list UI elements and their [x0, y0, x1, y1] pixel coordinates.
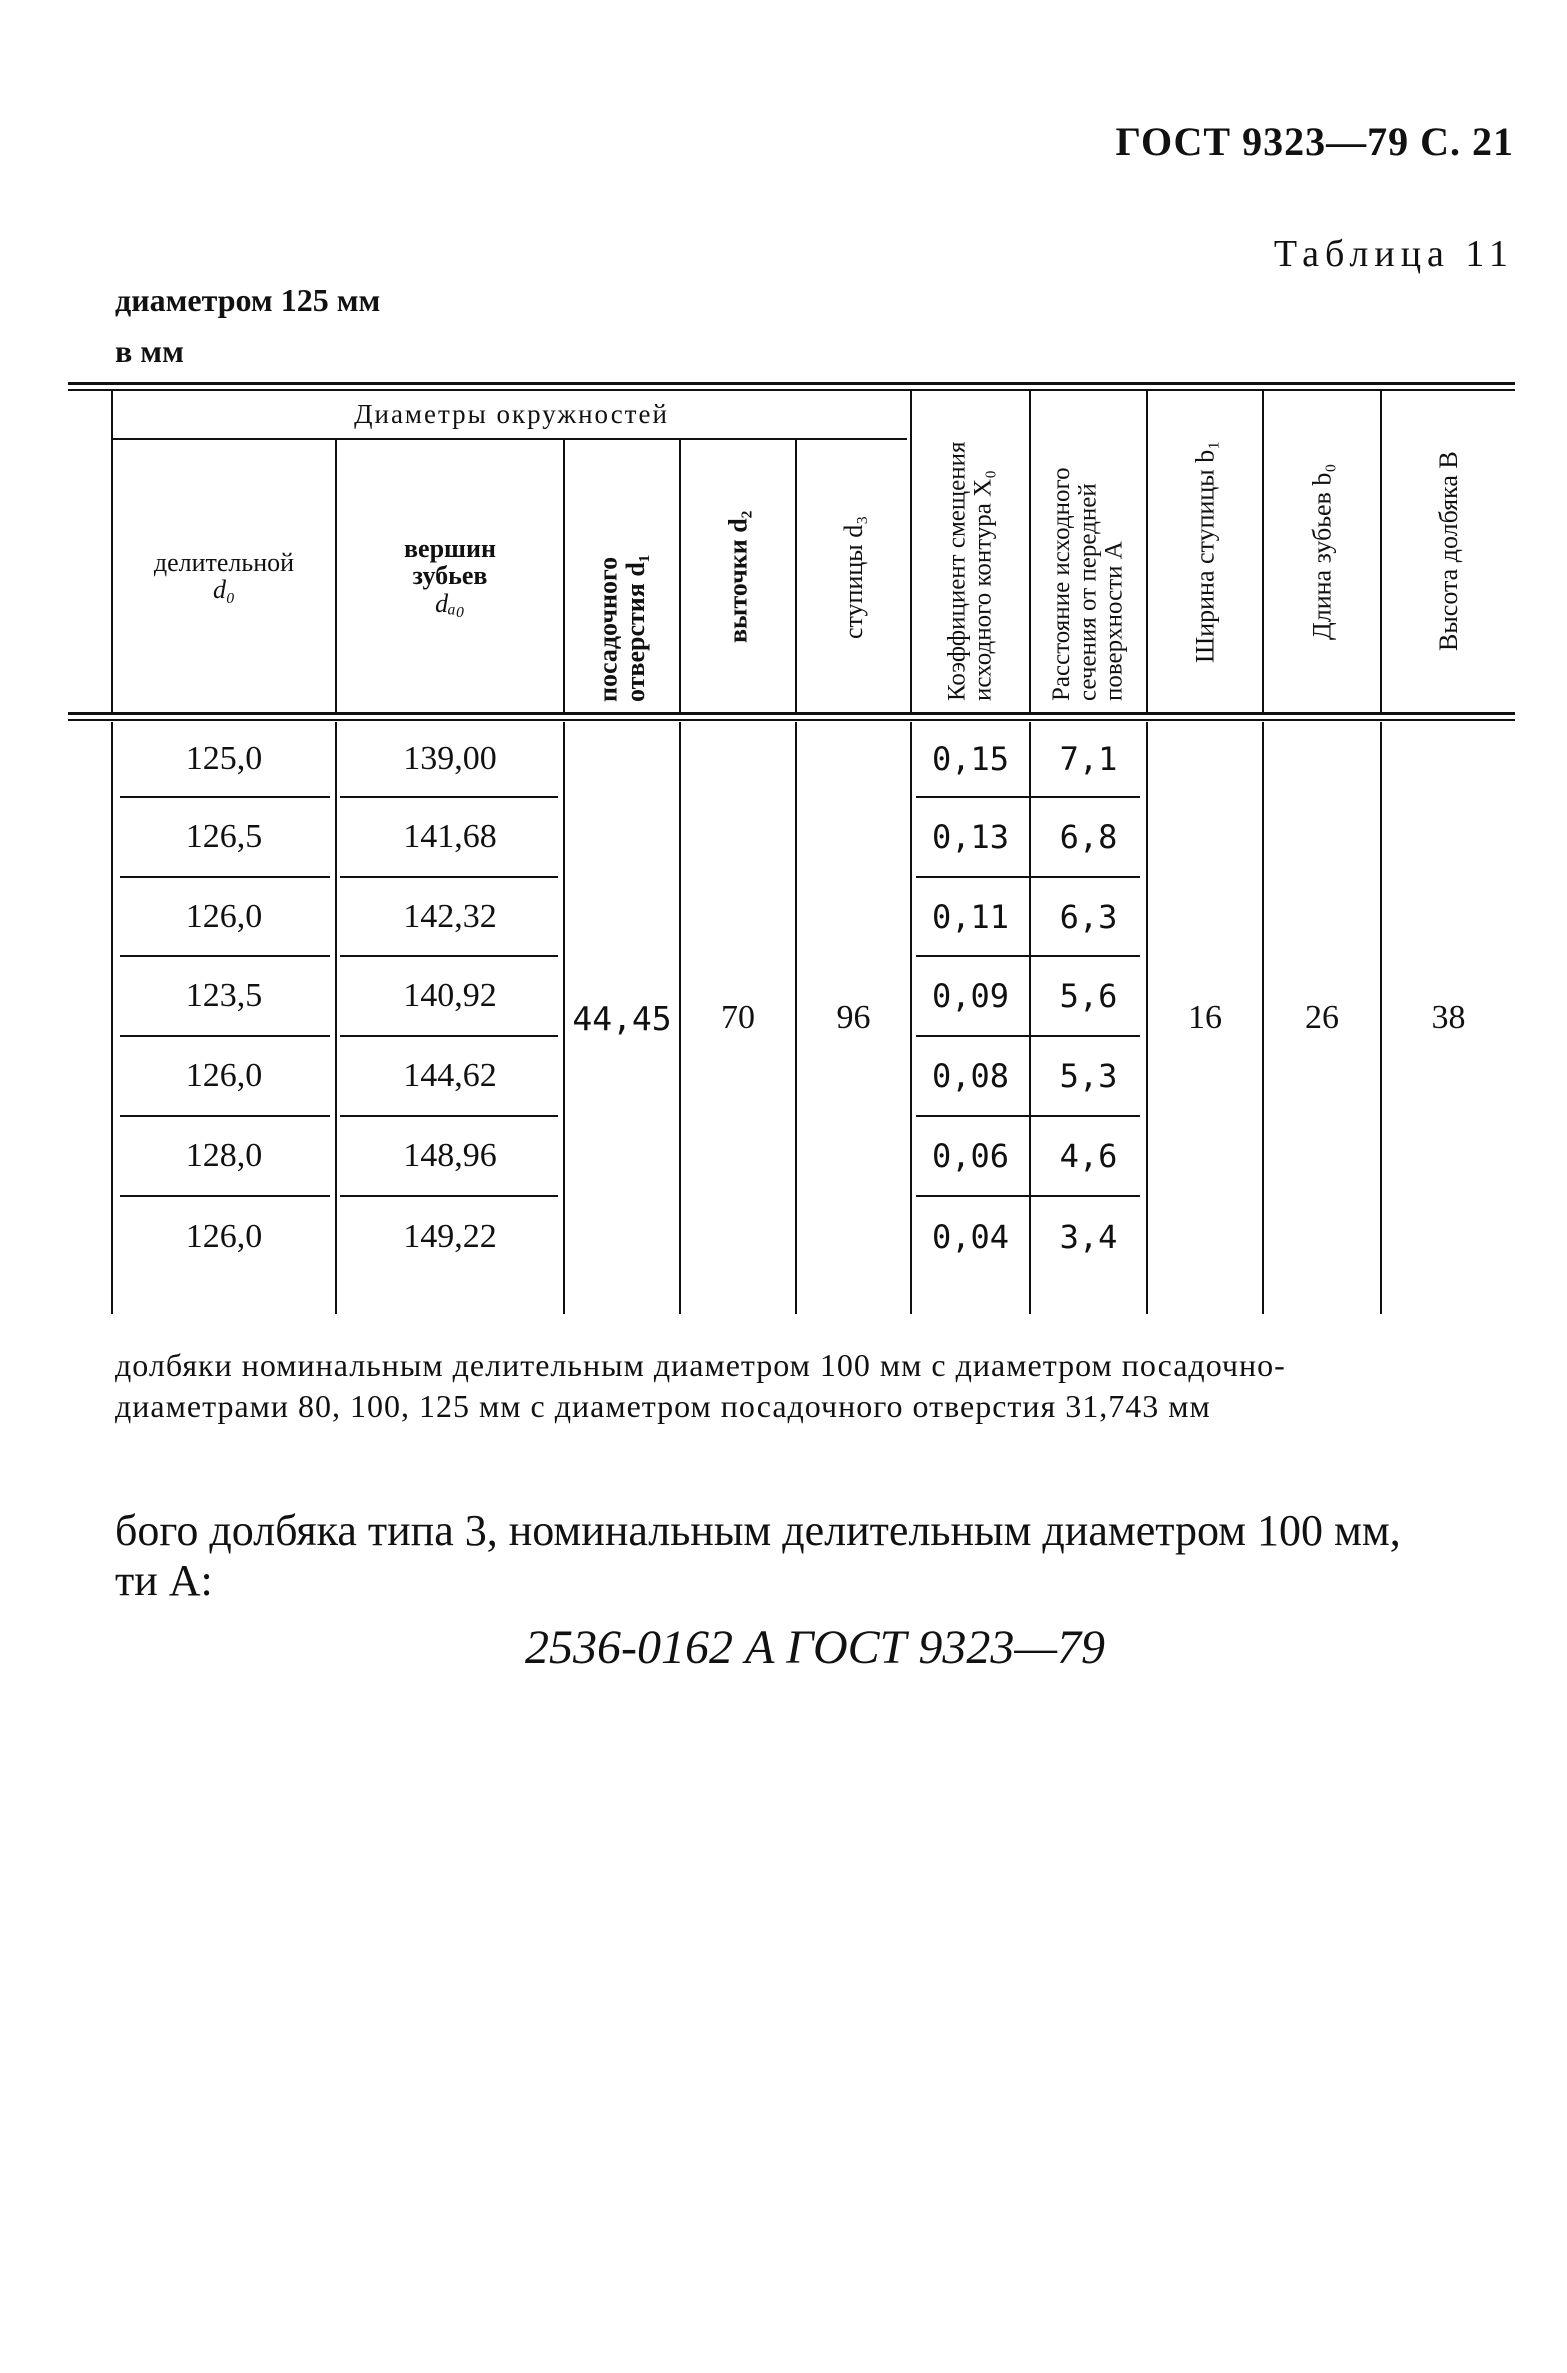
cell-x0: 0,15 — [931, 740, 1010, 778]
cell-a: 4,6 — [1059, 1137, 1118, 1175]
cell-da0: 144,62 — [403, 1057, 497, 1094]
header-pitch-diameter — [113, 440, 335, 712]
header-section-distance — [1031, 395, 1146, 708]
cell-x0: 0,09 — [931, 977, 1010, 1015]
note-line-1: долбяки номинальным делительным диаметром 100 мм с диаметром посадочно- — [115, 1347, 1286, 1383]
cell-a: 6,3 — [1059, 897, 1118, 936]
header-tooth-length — [1264, 395, 1380, 708]
cell-d0: 126,0 — [185, 897, 263, 935]
example-line-1: бого долбяка типа 3, номинальным делительным диаметром 100 мм, — [115, 1506, 1401, 1555]
header-pitch-label: делительной — [153, 547, 295, 577]
header-pitch-symbol: d₀ — [212, 575, 236, 604]
cell-da0: 148,96 — [403, 1137, 497, 1174]
cell-bore-diameter: 44,45 — [572, 998, 672, 1038]
header-tip-diameter — [337, 440, 563, 712]
cell-d0: 126,0 — [185, 1218, 263, 1255]
cell-d0: 126,0 — [185, 1057, 263, 1094]
cell-a: 5,6 — [1059, 977, 1118, 1015]
cell-x0: 0,11 — [931, 897, 1010, 936]
cell-da0: 140,92 — [403, 977, 497, 1014]
cell-x0: 0,13 — [931, 818, 1010, 856]
table-top-rule — [68, 382, 1515, 385]
header-tip-label: вершин зубьев — [404, 534, 496, 591]
cell-da0: 142,32 — [403, 897, 497, 935]
cell-d0: 128,0 — [185, 1137, 263, 1174]
header-hub-diameter — [797, 446, 910, 708]
cell-d0: 126,5 — [185, 818, 263, 855]
header-hub-width — [1148, 395, 1262, 708]
page-header: ГОСТ 9323—79 С. 21 — [1115, 119, 1514, 164]
cell-d0: 125,0 — [185, 740, 263, 777]
table-caption: диаметром 125 мм — [115, 282, 381, 318]
header-hub-label: ступицы d₃ — [838, 515, 868, 639]
cell-tooth-length: 26 — [1305, 999, 1339, 1036]
example-line-2: ти А: — [115, 1556, 213, 1605]
cell-x0: 0,06 — [931, 1137, 1010, 1175]
cell-hub-width: 16 — [1188, 999, 1222, 1036]
note-line-2: диаметрами 80, 100, 125 мм с диаметром посадочного отверстия 31,743 мм — [115, 1388, 1211, 1424]
header-bottom-rule — [68, 712, 1515, 715]
cell-d0: 123,5 — [185, 977, 263, 1014]
cell-da0: 139,00 — [403, 740, 497, 777]
header-distance-label: Расстояние исходного сечения от передней поверхности A — [1048, 467, 1128, 702]
cell-a: 5,3 — [1059, 1057, 1118, 1095]
cell-x0: 0,08 — [931, 1057, 1010, 1095]
header-recess-diameter — [681, 446, 795, 708]
group-header-label: Диаметры окружностей — [354, 398, 669, 429]
cell-recess-diameter: 70 — [721, 999, 755, 1036]
cell-a: 7,1 — [1059, 740, 1118, 778]
table-number: Таблица 11 — [1273, 233, 1514, 275]
header-bore-diameter — [565, 446, 679, 708]
header-bottom-rule-2 — [68, 719, 1515, 721]
cell-x0: 0,04 — [931, 1218, 1010, 1256]
header-cutter-height — [1382, 395, 1515, 708]
cell-hub-diameter: 96 — [836, 999, 871, 1036]
header-shift-label: Коэффициент смещения исходного контура X₀ — [943, 442, 997, 702]
cell-a: 6,8 — [1059, 818, 1118, 856]
header-recess-label: выточки d₂ — [723, 510, 753, 644]
cell-da0: 149,22 — [403, 1218, 497, 1255]
cell-a: 3,4 — [1059, 1218, 1118, 1256]
cell-cutter-height: 38 — [1431, 999, 1466, 1036]
example-designation: 2536-0162 А ГОСТ 9323—79 — [525, 1621, 1106, 1674]
header-tip-symbol: dₐ₀ — [435, 588, 465, 618]
header-hub-width-label: Ширина ступицы b₁ — [1190, 440, 1220, 663]
table-units: в мм — [115, 333, 184, 369]
group-header — [113, 391, 910, 437]
header-bore-label: посадочного отверстия d₁ — [593, 554, 650, 702]
cell-da0: 141,68 — [403, 818, 497, 855]
header-tooth-length-label: Длина зубьев b₀ — [1307, 463, 1337, 640]
header-height-label: Высота долбяка B — [1433, 451, 1463, 652]
header-profile-shift — [912, 395, 1029, 708]
